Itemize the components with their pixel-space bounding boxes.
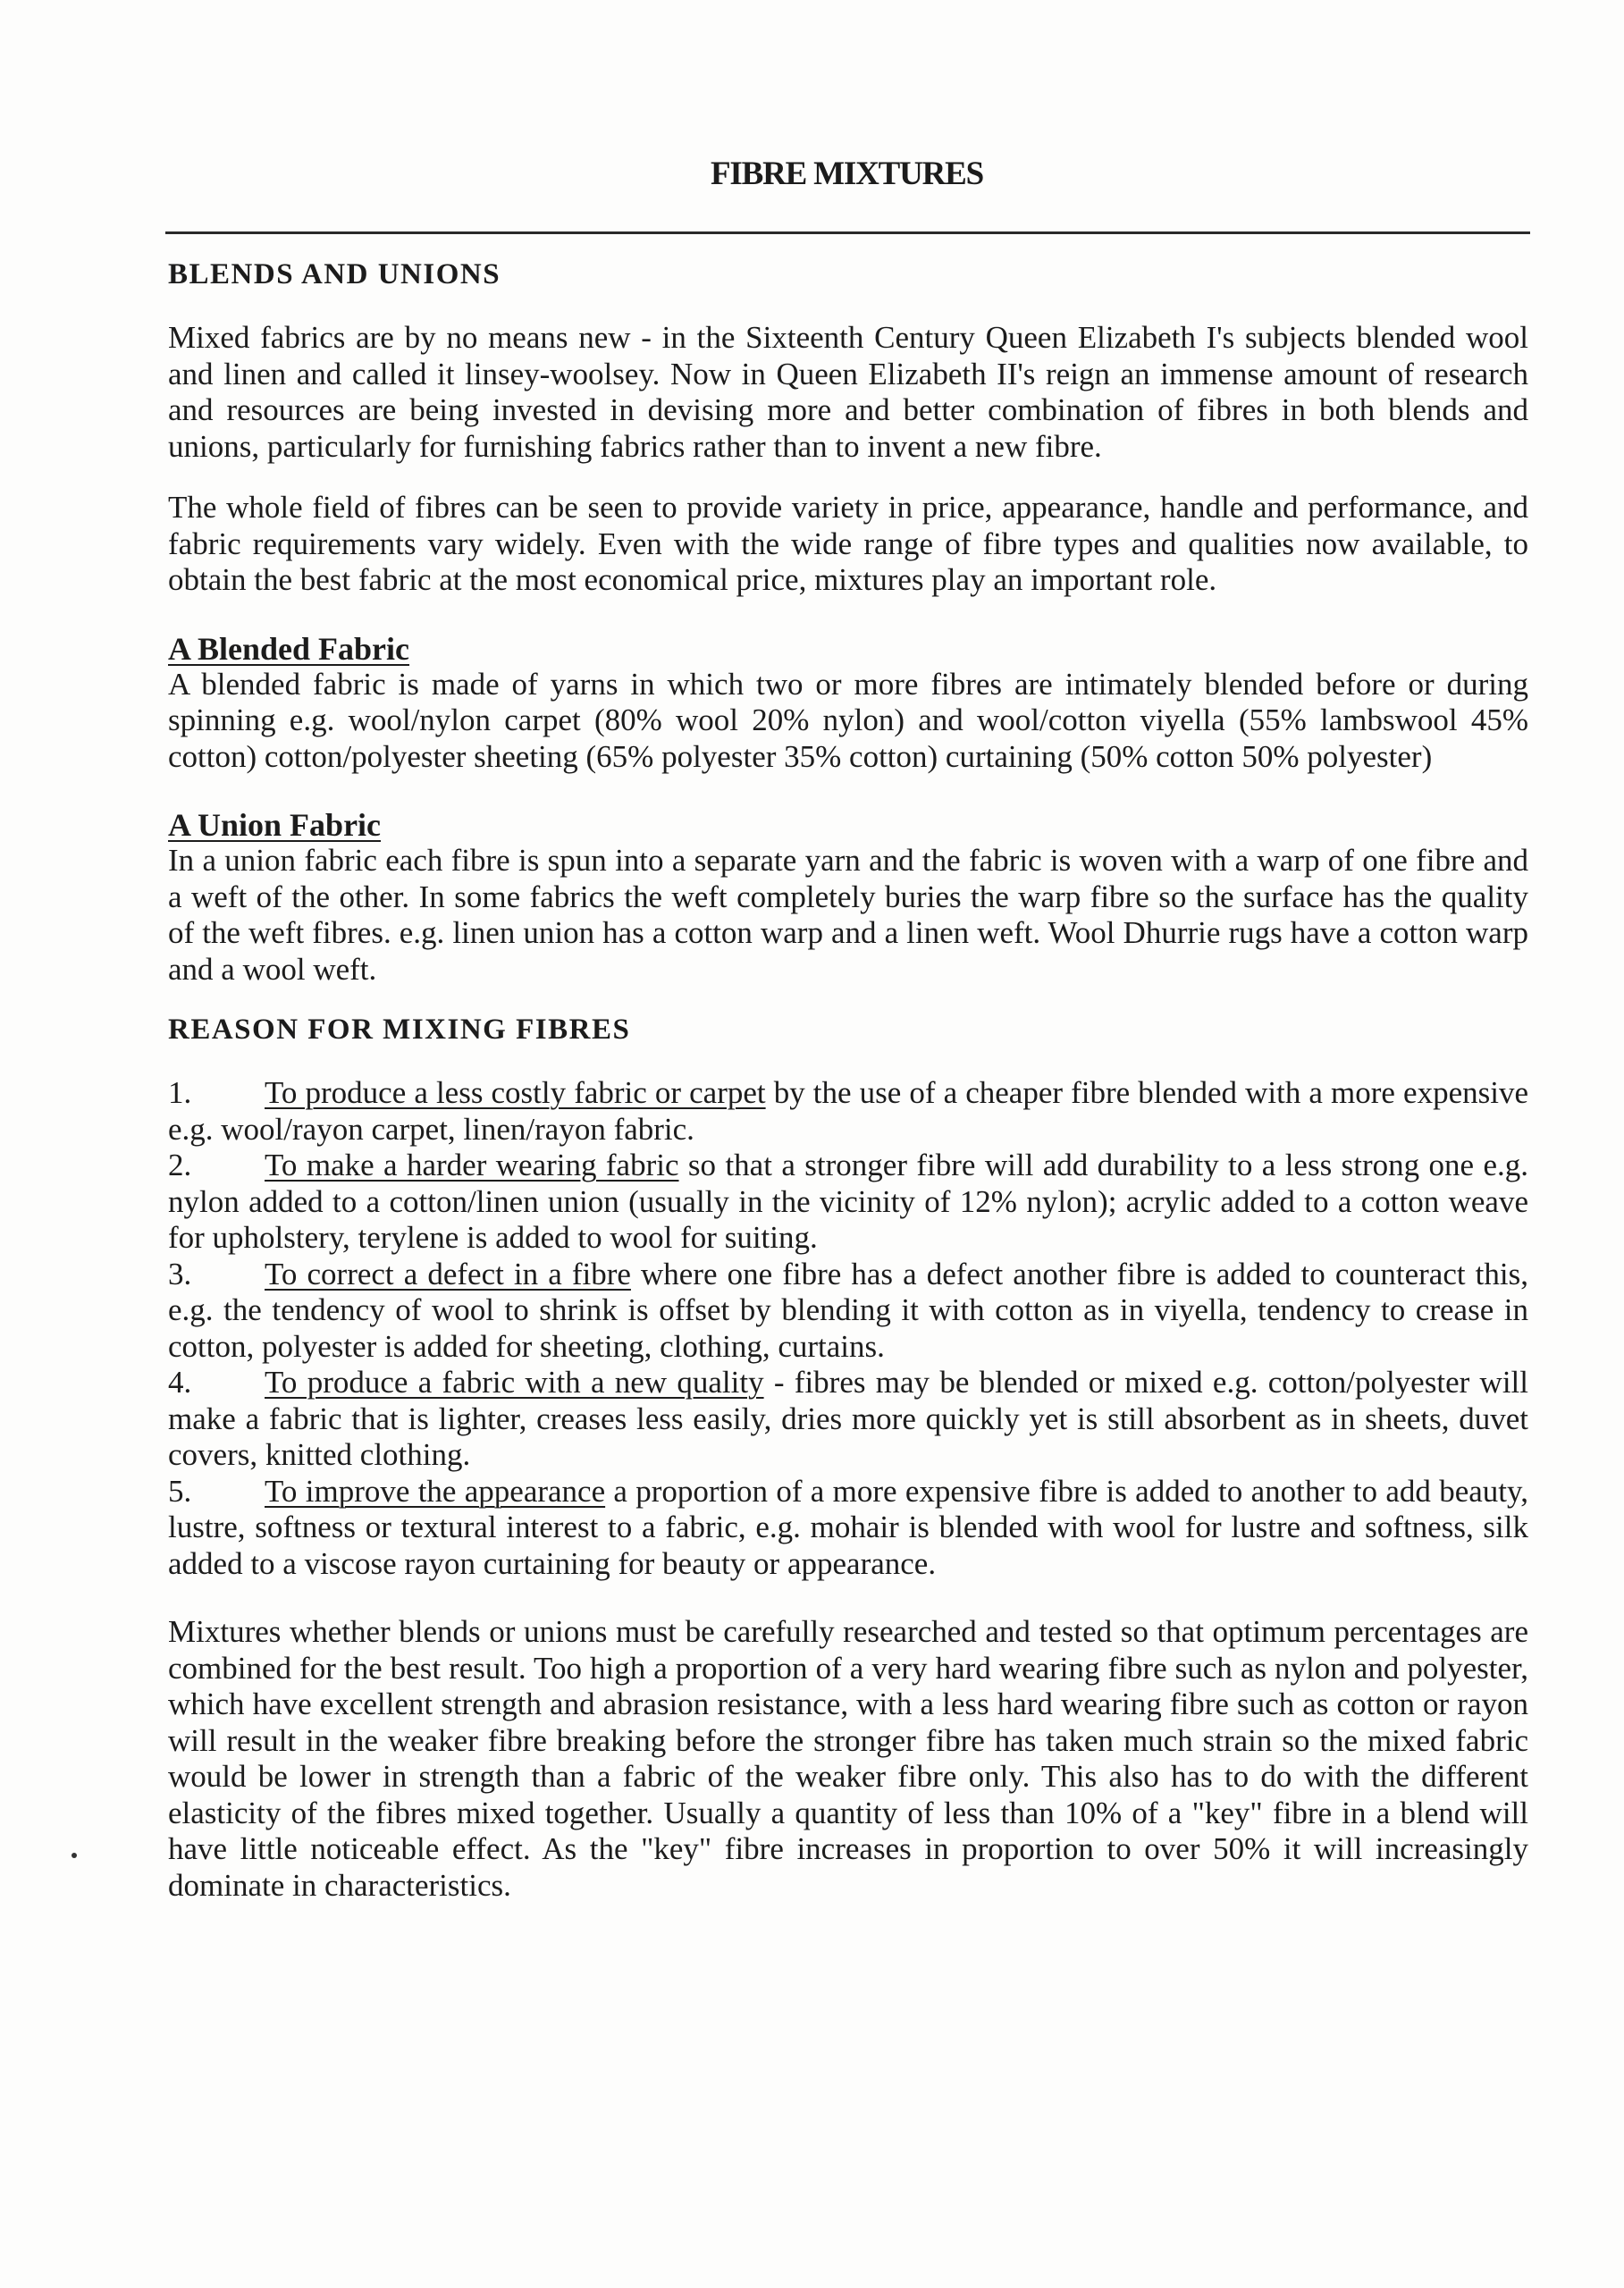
list-item-text: where one fibre has a defect another fibre is added to counteract this, e.g. the tendency of wool to shrink is offset by blending it with cotton as in viyella, tendency to crease in cotton, polyester is added for sheeting, clothing, curtains. [168,1256,1528,1364]
list-item-number: 1. [168,1075,192,1110]
list-item-lead: To make a harder wearing fabric [265,1148,679,1182]
subheading-blended-fabric [168,631,1528,667]
title-divider [165,231,1530,234]
list-item [168,1257,1528,1366]
list-item-number: 4. [168,1365,192,1400]
document-body [168,254,1528,1904]
paragraph-blended-fabric: A blended fabric is made of yarns in which two or more fibres are intimately blended before or during spinning e.g. wool/nylon carpet (80% wool 20% nylon) and wool/cotton viyella (55% lambswool 45% cotton) cotton/polyester sheeting (65% polyester 35% cotton) curtaining (50% cotton 50% polyester) [168,666,1528,774]
list-item-number: 2. [168,1148,192,1182]
paragraph-variety: The whole field of fibres can be seen to provide variety in price, appearance, handle and performance, and fabric requirements vary widely. Even with the wide range of fibre types and qualities now available, to obtain the best fabric at the most economical price, mixtures play an important role. [168,490,1528,597]
list-item-lead: To correct a defect in a fibre [265,1256,631,1291]
list-item-text: a proportion of a more expensive fibre is added to another to add beauty, lustre, softness or textural interest to a fabric, e.g. mohair is blended with wool for lustre and softness, silk added to a viscose rayon curtaining for beauty or appearance. [168,1473,1528,1581]
subheading-union-fabric [168,807,1528,843]
list-item-lead: To produce a less costly fabric or carpet [265,1075,766,1110]
subheading-blended-fabric-text: A Blended Fabric [168,630,410,667]
list-item [168,1474,1528,1583]
subheading-union-fabric-text: A Union Fabric [168,807,382,843]
list-item-text: - fibres may be blended or mixed e.g. cotton/polyester will make a fabric that is lighter, creases less easily, dries more quickly yet is still absorbent as in sheets, duvet covers, knitted clothing. [168,1365,1528,1472]
paragraph-union-fabric: In a union fabric each fibre is spun into a separate yarn and the fabric is woven with a warp of one fibre and a weft of the other. In some fabrics the weft completely buries the warp fibre so the surface has the quality of the weft fibres. e.g. linen union has a cotton warp and a linen weft. Wool Dhurrie rugs have a cotton warp and a wool weft. [168,843,1528,987]
paragraph-history: Mixed fabrics are by no means new - in the Sixteenth Century Queen Elizabeth I's subjects blended wool and linen and called it linsey-woolsey. Now in Queen Elizabeth II's reign an immense amount of research and resources are being invested in devising more and better combination of fibres in both blends and unions, particularly for furnishing fabrics rather than to invent a new fibre. [168,320,1528,464]
list-item-lead: To improve the appearance [265,1473,606,1509]
section-heading-blends-unions: BLENDS AND UNIONS [168,258,501,290]
section-heading-reasons: REASON FOR MIXING FIBRES [168,1014,631,1046]
list-item [168,1365,1528,1474]
paragraph-closing: Mixtures whether blends or unions must be carefully researched and tested so that optimum percentages are combined for the best result. Too high a proportion of a very hard wearing fibre such as nylon and polyester, which have excellent strength and abrasion resistance, with a less hard wearing fibre such as cotton or rayon will result in the weaker fibre breaking before the stronger fibre has taken much strain so the mixed fabric would be lower in strength than a fabric of the weaker fibre only. This also has to do with the different elasticity of the fibres mixed together. Usually a quantity of less than 10% of a "key" fibre in a blend will have little noticeable effect. As the "key" fibre increases in proportion to over 50% it will increasingly dominate in characteristics. [168,1614,1528,1903]
list-item-text: by the use of a cheaper fibre blended with a more expensive e.g. wool/rayon carpet, linen/rayon fabric. [168,1075,1528,1147]
list-item-lead: To produce a fabric with a new quality [265,1365,764,1400]
list-item [168,1148,1528,1257]
list-item-number: 5. [168,1473,192,1509]
page-title: FIBRE MIXTURES [711,156,983,192]
list-item-number: 3. [168,1256,192,1291]
scan-speck [72,1853,77,1858]
list-item [168,1075,1528,1148]
list-item-text: so that a stronger fibre will add durability to a less strong one e.g. nylon added to a cotton/linen union (usually in the vicinity of 12% nylon); acrylic added to a cotton weave for upholstery, terylene is added to wool for suiting. [168,1148,1528,1255]
reasons-list [168,1075,1528,1582]
